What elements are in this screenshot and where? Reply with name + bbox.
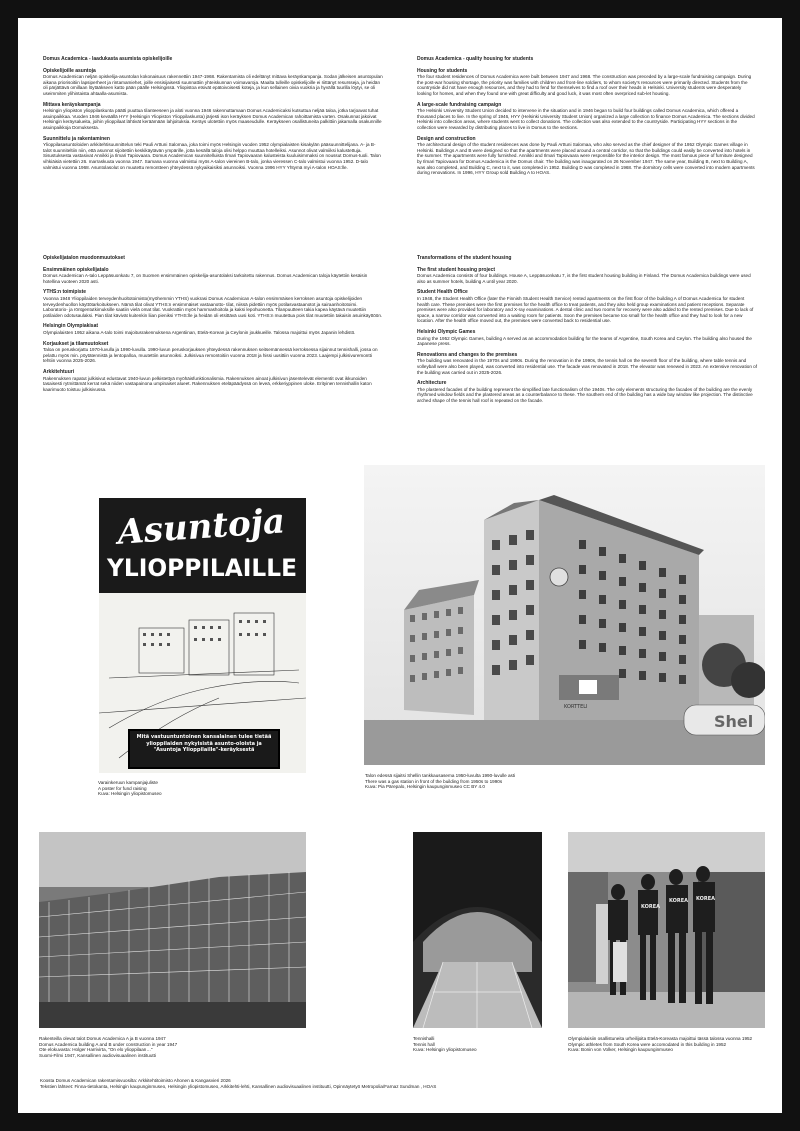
fi-section-heading: Helsingin Olympiakisat bbox=[43, 323, 99, 330]
fi-transformations-column bbox=[43, 256, 383, 398]
fi-section-heading: Mittava keräyskampanja bbox=[43, 101, 101, 108]
athletes-caption-line: Olympialaisiin osallistuneita urheilijoita Etelä-Koreasta majoittui tässä talossa vuonna 1952 bbox=[568, 1036, 753, 1041]
fi-intro-column bbox=[43, 57, 383, 176]
poster-caption-line: A poster for fund raising bbox=[98, 785, 147, 791]
fi-section-heading: Arkkitehtuuri bbox=[43, 368, 75, 375]
en-section-heading: Housing for students bbox=[417, 67, 468, 74]
fi-section-text: Olympialaisten 1952 aikana A-talo toimi majoitusrakennuksena Argentiinan, Etelä-Korean ja Ceylonin joukkueille. Talossa majoittui myös Japanin lehdistö. bbox=[43, 329, 356, 335]
en-transformations-title: Transformations of the student housing bbox=[417, 255, 512, 261]
fi-section-text: Vuonna 1948 Ylioppilaiden terveydenhuoltotoimisto(myöhemmin YTHS) vuokrasi Domus Academican A-talon ensimmäisen kerroksen asuntoja opiskelijoiden terveydenhuollon käyttötarkoitukseen. Nämä tilat olivat YTHS:n ensimmäiset vastaanotto- tilat, niissä pidettiin myös potilasvastaanotot ja sairaanhoitotoimi. Laboratorio- ja röntgentutkimuksille saatiin vielä omat tilat. Vuokrattiin myös hammashoitola ja kaksi lepohuonetta. Tilanpuutteen takia kapea käytävä muutettiin potilaiden odotusaulaksi. Pian tilat kävivät kuitenkin liian pieniksi YTHS:lle ja heidän oli etsittävä uusi koti. YTHS:n muutettua pois tilat muutettiin takaisin asuinkäyttöön. bbox=[43, 295, 383, 318]
construction-caption-line: Rakenteilla olevat talot Domus Academica A ja B vuonna 1947 bbox=[39, 1036, 166, 1041]
athlete-shirt-text: KOREA bbox=[696, 896, 716, 902]
en-section-text: In 1948, the Student Health Office (later the Finnish Student Health Service) rented apartments on the first floor of the building A of Domus Academica for student health care. These premises were the first premises for the health office to treat patients, and they also held group examinations and patient receptions. Separate premises were also provided for laboratory and X-ray examinations. A dental clinic and two rooms for recovery were also added to the rented premises. Due to lack of space, a narrow corridor was converted into a waiting room for patients. Soon the premises became too small for the health office and they had to look for a new location. After the health office moved out, the premises were converted back to residential use. bbox=[417, 295, 754, 324]
fundraising-poster-image bbox=[99, 498, 306, 773]
construction-caption bbox=[39, 1036, 369, 1058]
fi-section-text: Rakennuksen rapatut julkisivut edustavat 1940-luvun pelkistettyä myöhäisfunktionalismia. Rakennuksen ainoat julkisivun jäsentelevät elementit ovat ikkunoiden tasaisesti rytmittämät kerrat sekä niiden vastapainona umpinaiset alueet. Rakennuksen eteläpäädyssä on leveä, erkkeriyppinen uloke. Erityinen tennishallin katon kaarimuoto toistuu julkisivussa. bbox=[43, 375, 372, 392]
en-section-heading: Design and construction bbox=[417, 135, 476, 142]
station-sign-text: KORTTELI bbox=[564, 704, 588, 710]
building-caption-line: Talon edessä sijaitsi Shellin tankkausasema 1950-luvulta 1990-luvulle asti bbox=[365, 773, 516, 778]
tanker-shell-text: Shel bbox=[714, 712, 754, 731]
en-section-text: Domus Academica consists of four buildings. House A, Leppäsuonkatu 7, is the first student housing building in Finland. The Domus Academica buildings were used also as summer hotels, building A until year 2020. bbox=[417, 273, 751, 284]
athlete-shirt-text: KOREA bbox=[669, 898, 689, 904]
en-section-text: The building was renovated in the 1970s and 1990s. During the renovation in the 1990s, the tennis hall on the seventh floor of the building, where table tennis and volleyball were also been played, was converted into residential use. The facade was renovated in 2018. The elevator was renewed in 2023. An extensive renovation of the building was carried out in 2025-2026. bbox=[417, 358, 757, 375]
en-transformations-column bbox=[417, 256, 757, 409]
en-intro-column bbox=[417, 57, 757, 182]
en-section-text: The architectural design of the student residences was done by Pauli Arttuni Salomaa, who also served as the chief designer of the 1952 Olympic Games village in Helsinki. Buildings A and B were designed so that the apartments were placed around a central corridor, so that the buildings could easily be converted into hotels in the summer. The apartments were fully furnished. Annikki and Ilmari Tapiovaara were responsible for the interior design. The most famous piece of furniture designed by Ilmari Tapiovaara for Domus Academica is the Domus chair. The building was inaugurated on 26 November 1947. The same year, Building B, next to Building A, was also completed, and Building C, next to it, was completed in 1952. Building D was completed in 1968. The dormitory cells were converted into modern apartments during renovations. In 1996, HYY Group sold Building A to HOAS. bbox=[417, 142, 755, 176]
en-section-text: During the 1952 Olympic Games, building A served as an accommodation building for the teams of Argentine, South Korea and Ceylon. The building also housed the Japanese press. bbox=[417, 335, 752, 347]
athletes-caption-line: Olympic athletes from South Korea were accomodated in this building in 1952 bbox=[568, 1041, 727, 1047]
athlete-shirt-text: KOREA bbox=[641, 904, 661, 910]
construction-caption-line: Suomi-Filmi 1947, Kansallinen audiovisuaalinen instituutti bbox=[39, 1052, 156, 1058]
fi-section-heading: Korjaukset ja tilamuutokset bbox=[43, 340, 109, 347]
athletes-caption-line: Kuva: Bonin von Volker, Helsingin kaupunginmuseo bbox=[568, 1047, 673, 1053]
poster-title-line2: YLIOPPILAILLE bbox=[106, 554, 298, 582]
footer-line: Tekstien lähteet: Finna-tietokanta, Helsingin kaupunginmuseo, Helsingin yliopistomuseo, Arkkitehti-lehti, Kansallinen audiovisuaalinen instituutti, Opinnäytetyö Metropolia/Farnaz Sundman , HOAS bbox=[40, 1084, 437, 1089]
fi-intro-title: Domus Academica - laadukasta asumista opiskelijoille bbox=[43, 56, 173, 62]
en-section-heading: Renovations and changes to the premises bbox=[417, 351, 518, 358]
poster-title-line1: Asuntoja bbox=[116, 501, 287, 553]
athletes-caption bbox=[568, 1036, 778, 1053]
fi-section-heading: YTHS:n toimipiste bbox=[43, 289, 87, 296]
en-section-text: The plastered facades of the building represent the simplified late functionalism of the 1940s. The only elements structuring the facades of the building are the evenly rhythmed window fields and the plastered areas as a counterbalance to these. The southern end of the building has a wide bay window like projection. The distinctive arched shape of the tennis hall roof is repeated on the facade. bbox=[417, 386, 753, 403]
construction-photo bbox=[39, 832, 306, 1028]
fi-transformations-title: Opiskelijatalon muodonmuutokset bbox=[43, 255, 125, 261]
athletes-photo bbox=[568, 832, 765, 1028]
construction-caption-line: Ote elokuvasta: Holger Harrivirta, "On elo ylioppilaan…" bbox=[39, 1047, 153, 1053]
en-section-heading: Student Health Office bbox=[417, 289, 468, 296]
poster-caption-line: Kuva: Helsingin yliopistomuseo bbox=[98, 791, 162, 797]
tennis-hall-photo bbox=[413, 832, 542, 1028]
footer-credits bbox=[40, 1078, 436, 1090]
fi-section-heading: Opiskelijoille asuntoja bbox=[43, 67, 96, 74]
en-section-heading: The first student housing project bbox=[417, 266, 496, 273]
fi-section-heading: Suunnittelu ja rakentaminen bbox=[43, 135, 110, 142]
poster-caption-line: Varainkeruun kampanjajuliste bbox=[98, 780, 158, 785]
footer-line: Koosta Domus Academican rakentamisvuosilta: Arkkitehtitoimisto Ahonen & Kangasvieri 2026 bbox=[40, 1078, 231, 1083]
tennis-caption-line: Tennishalli bbox=[413, 1036, 435, 1041]
fi-section-text: Taloa on peruskorjattu 1970-luvulla ja 1990-luvulla. 1990-luvun peruskorjauksen yhteydessä rakennuksen seitsemännessä kerroksessa sijainnut tennishalli, jossa on pelattu myös min. pöytätennistä ja lentopalloa, muutettiin asunnoiksi. Julkisivua remontoitiin vuonna 2018 ja hissi uusittiin vuonna 2023. Laajempi julkisivuremontti tehtiin vuonna 2025-2026. bbox=[43, 347, 378, 364]
building-photo bbox=[364, 465, 765, 765]
tennis-caption-line: Tennis hall bbox=[413, 1041, 435, 1047]
en-section-heading: Architecture bbox=[417, 380, 447, 387]
fi-section-text: Domus Academican A-talo Leppäsuonkatu 7, on Suomen ensimmäinen opiskelija-asuntolaksi tarkoitettu rakennus. Domus Academican taloja käytettiin kesäisin hotellina vuoteen 2020 asti. bbox=[43, 273, 368, 284]
construction-caption-line: Domus Academica building A and B under construction in year 1947 bbox=[39, 1041, 178, 1047]
fi-section-text: Ylioppilasasuntoloiden arkkitehtisuunnittelun teki Pauli Arttuni Salomaa, joka toimi myös Helsingin vuoden 1952 olympialaisten kisakylän pääsuunnittelijana. A- ja B-talot suunniteltiin niin, että asunnot sijoitettiin keskikäytävän ympärille, jotta kesällä taloja olisi helppo muuttaa hotelleiksi. Asunnot olivat valmiiksi kalustettuja. Sisustuksesta vastasivat Annikki ja Ilmari Tapiovaara. Domus Academican suunnitelluista Ilmari Tapiovaaran kalusteista kuuluisimmaksi on noussut Domus-tuoli. Talon vihkiäisiä vietettiin 26. marraskuuta vuonna 1947. Samana vuonna valmistui myös A-talon viereinen B-talo, jonka vieressen C-talo valmistui vuonna 1952. D-talo valmistui vuonna 1968. Asuntolasolut on muutettu remontteen yhteydessä nykyaikaisiksi asunnoiksi. Vuonna 1996 HYY Yhtymä myi A-talon HOAS:lle. bbox=[43, 142, 381, 170]
en-section-text: The four student residences of Domus Academica were built between 1947 and 1968. The construction was preceded by a large-scale fundraising campaign. During the post-war housing shortage, the priority was families with children and front-line soldiers, to whom society's resources were primarily directed. Students from the countryside did not have enough resources, and they had to fend for themselves to find a roof over their heads in Helsinki. University students were desperately looking for homes, and when they found one with great difficulty and good luck, it was most often overpriced sub-let housing. bbox=[417, 74, 752, 96]
en-section-heading: Helsinki Olympic Games bbox=[417, 328, 476, 335]
building-caption-line: Kuva: Pia Pärepalo, Helsingin kaupunginmuseo CC BY 4.0 bbox=[365, 784, 485, 790]
en-section-heading: A large-scale fundraising campaign bbox=[417, 101, 502, 108]
fi-section-text: Domus Academican neljän opiskelija-asuntolan kokonaisuus rakennettiin 1947-1968. Rakentamista oli edeltänyt mittava keräyskampanja. Sodan jälkeisen asuntopulan aikana priorisoitiin lapsiperheet ja rintamamiehet, joille ensisijaisesti suunnattiin yhteiskunnan voimavaroja. Maalta tulleille opiskelijoille ei riittänyt resursseja, ja heidän oli pärjättävä omillaan löytääkseen katto pään päälle Helsingissä. Yliopistoa etsivät epätoivoisesti koteja, ja kun sellainen oivia vuokria ja hyvällä tuurilla löytyi, se oli useimmiten ylihintaista ahtaalla-asumista. bbox=[43, 74, 383, 96]
fi-section-text: Helsingin yliopiston ylioppilaskunta päätti puuttua tilanteeseen ja aloti vuonna 1946 rakennuttamaan Domus Academicaksi kutsuttua neljää taloa, jotka tarjoavat tuhat asuinpaikkaa. Vuoden 1946 keväällä HYY (Helsingin Yliopiston Ylioppilaskunta) järjesti ison keräyksen Domus Academican rahoittamista varten. Osakunnat jakoivat Helsingin keräysalueita, joihin ylioppilaat lähtivät keräämään lahjoituksia. Keräys ulotettiin myös maaseudulle. Keräykseen osallistuneita palkittiin jakamalla osakunnille asuinpaikkoja Domuksesta. bbox=[43, 108, 382, 130]
poster-box-text: Mitä vastuuntuntoinen kansalainen tulee tietää ylioppilaiden nykyisistä asunto-oloista ja "Asuntoja Ylioppilaille"-keräyksestä bbox=[136, 734, 272, 753]
building-caption bbox=[365, 773, 695, 790]
en-intro-title: Domus Academica - quality housing for students bbox=[417, 56, 534, 62]
tennis-caption-line: Kuva: Helsingin yliopistomuseo bbox=[413, 1047, 477, 1053]
building-caption-line: There was a gas station in front of the building from 1950s to 1990s bbox=[365, 778, 503, 784]
en-section-text: The Helsinki University Student Union decided to intervene in the situation and in 1946 began to build four buildings called Domus Academica, which offered a thousand places to live. In the spring of 1946, HYY (Helsinki University Student Union) organized a large collection to finance Domus Academica. The sections divided Helsinki into collection areas, where students went to collect donations. The collection was also extended to the countryside. Participating HYY sections in the collection were rewarded by distributing places to live in Domus to the sections. bbox=[417, 108, 755, 130]
fi-section-heading: Ensimmäinen opiskelijatalo bbox=[43, 266, 109, 273]
